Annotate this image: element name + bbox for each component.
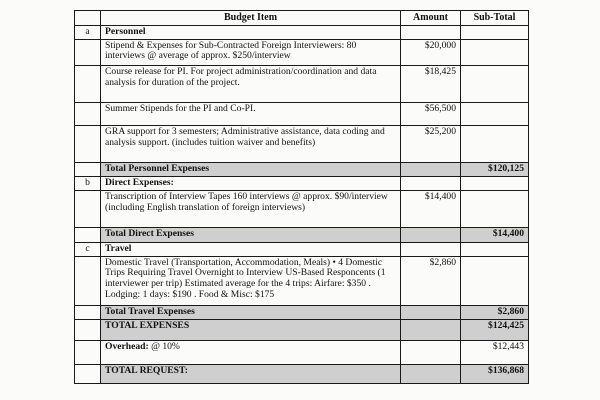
table-row [75, 103, 529, 126]
total-row-direct [75, 228, 529, 242]
budget-table [74, 10, 529, 384]
total-row-personnel [75, 163, 529, 177]
subtotal-value: $120,125 [461, 163, 529, 177]
section-row-direct [75, 177, 529, 191]
table-row [75, 126, 529, 163]
table-row [75, 66, 529, 103]
overhead-rate: @ 10% [151, 340, 180, 352]
overhead-row [75, 340, 529, 365]
section-letter: c [75, 242, 101, 256]
header-amount: Amount [401, 11, 461, 26]
header-subtotal: Sub-Total [461, 11, 529, 26]
header-letter [75, 11, 101, 26]
section-row-personnel [75, 25, 529, 39]
section-letter: a [75, 25, 101, 39]
amount-cell: $56,500 [401, 103, 461, 126]
total-request-row [75, 365, 529, 384]
total-expenses-value: $124,425 [461, 320, 529, 341]
total-expenses-label: TOTAL EXPENSES [101, 320, 401, 341]
overhead-value: $12,443 [461, 340, 529, 365]
header-budget-item: Budget Item [101, 11, 401, 26]
header-row [75, 11, 529, 26]
table-row [75, 256, 529, 305]
total-label: Total Direct Expenses [101, 228, 401, 242]
total-expenses-row [75, 320, 529, 341]
item-cell: Stipend & Expenses for Sub-Contracted Foreign Interviewers: 80 interviews @ average of approx. $250/interview [101, 39, 401, 66]
amount-cell: $2,860 [401, 256, 461, 305]
total-label: Total Travel Expenses [101, 306, 401, 320]
total-row-travel [75, 306, 529, 320]
total-request-value: $136,868 [461, 365, 529, 384]
item-cell: GRA support for 3 semesters; Administrative assistance, data coding and analysis support. (includes tuition waiver and benefits) [101, 126, 401, 163]
table-row [75, 191, 529, 228]
total-request-label: TOTAL REQUEST: [101, 365, 401, 384]
amount-cell: $18,425 [401, 66, 461, 103]
total-label: Total Personnel Expenses [101, 163, 401, 177]
section-title: Direct Expenses: [101, 177, 401, 191]
section-row-travel [75, 242, 529, 256]
item-cell: Summer Stipends for the PI and Co-PI. [101, 103, 401, 126]
subtotal-value: $14,400 [461, 228, 529, 242]
section-title: Travel [101, 242, 401, 256]
subtotal-value: $2,860 [461, 306, 529, 320]
amount-cell: $14,400 [401, 191, 461, 228]
amount-cell: $25,200 [401, 126, 461, 163]
item-cell: Transcription of Interview Tapes 160 interviews @ approx. $90/interview (including English translation of foreign interviews) [101, 191, 401, 228]
item-cell: Domestic Travel (Transportation, Accommodation, Meals) • 4 Domestic Trips Requiring Travel Overnight to Interview US-Based Responcents (1 interviewer per trip) Estimated average for the 4 trips: Airfare: $350 . Lodging: 1 days: $190 . Food & Misc: $175 [101, 256, 401, 305]
overhead-cell [101, 340, 401, 365]
overhead-label: Overhead: [105, 340, 149, 352]
section-title: Personnel [101, 25, 401, 39]
amount-cell: $20,000 [401, 39, 461, 66]
section-letter: b [75, 177, 101, 191]
table-row [75, 39, 529, 66]
item-cell: Course release for PI. For project administration/coordination and data analysis for duration of the project. [101, 66, 401, 103]
